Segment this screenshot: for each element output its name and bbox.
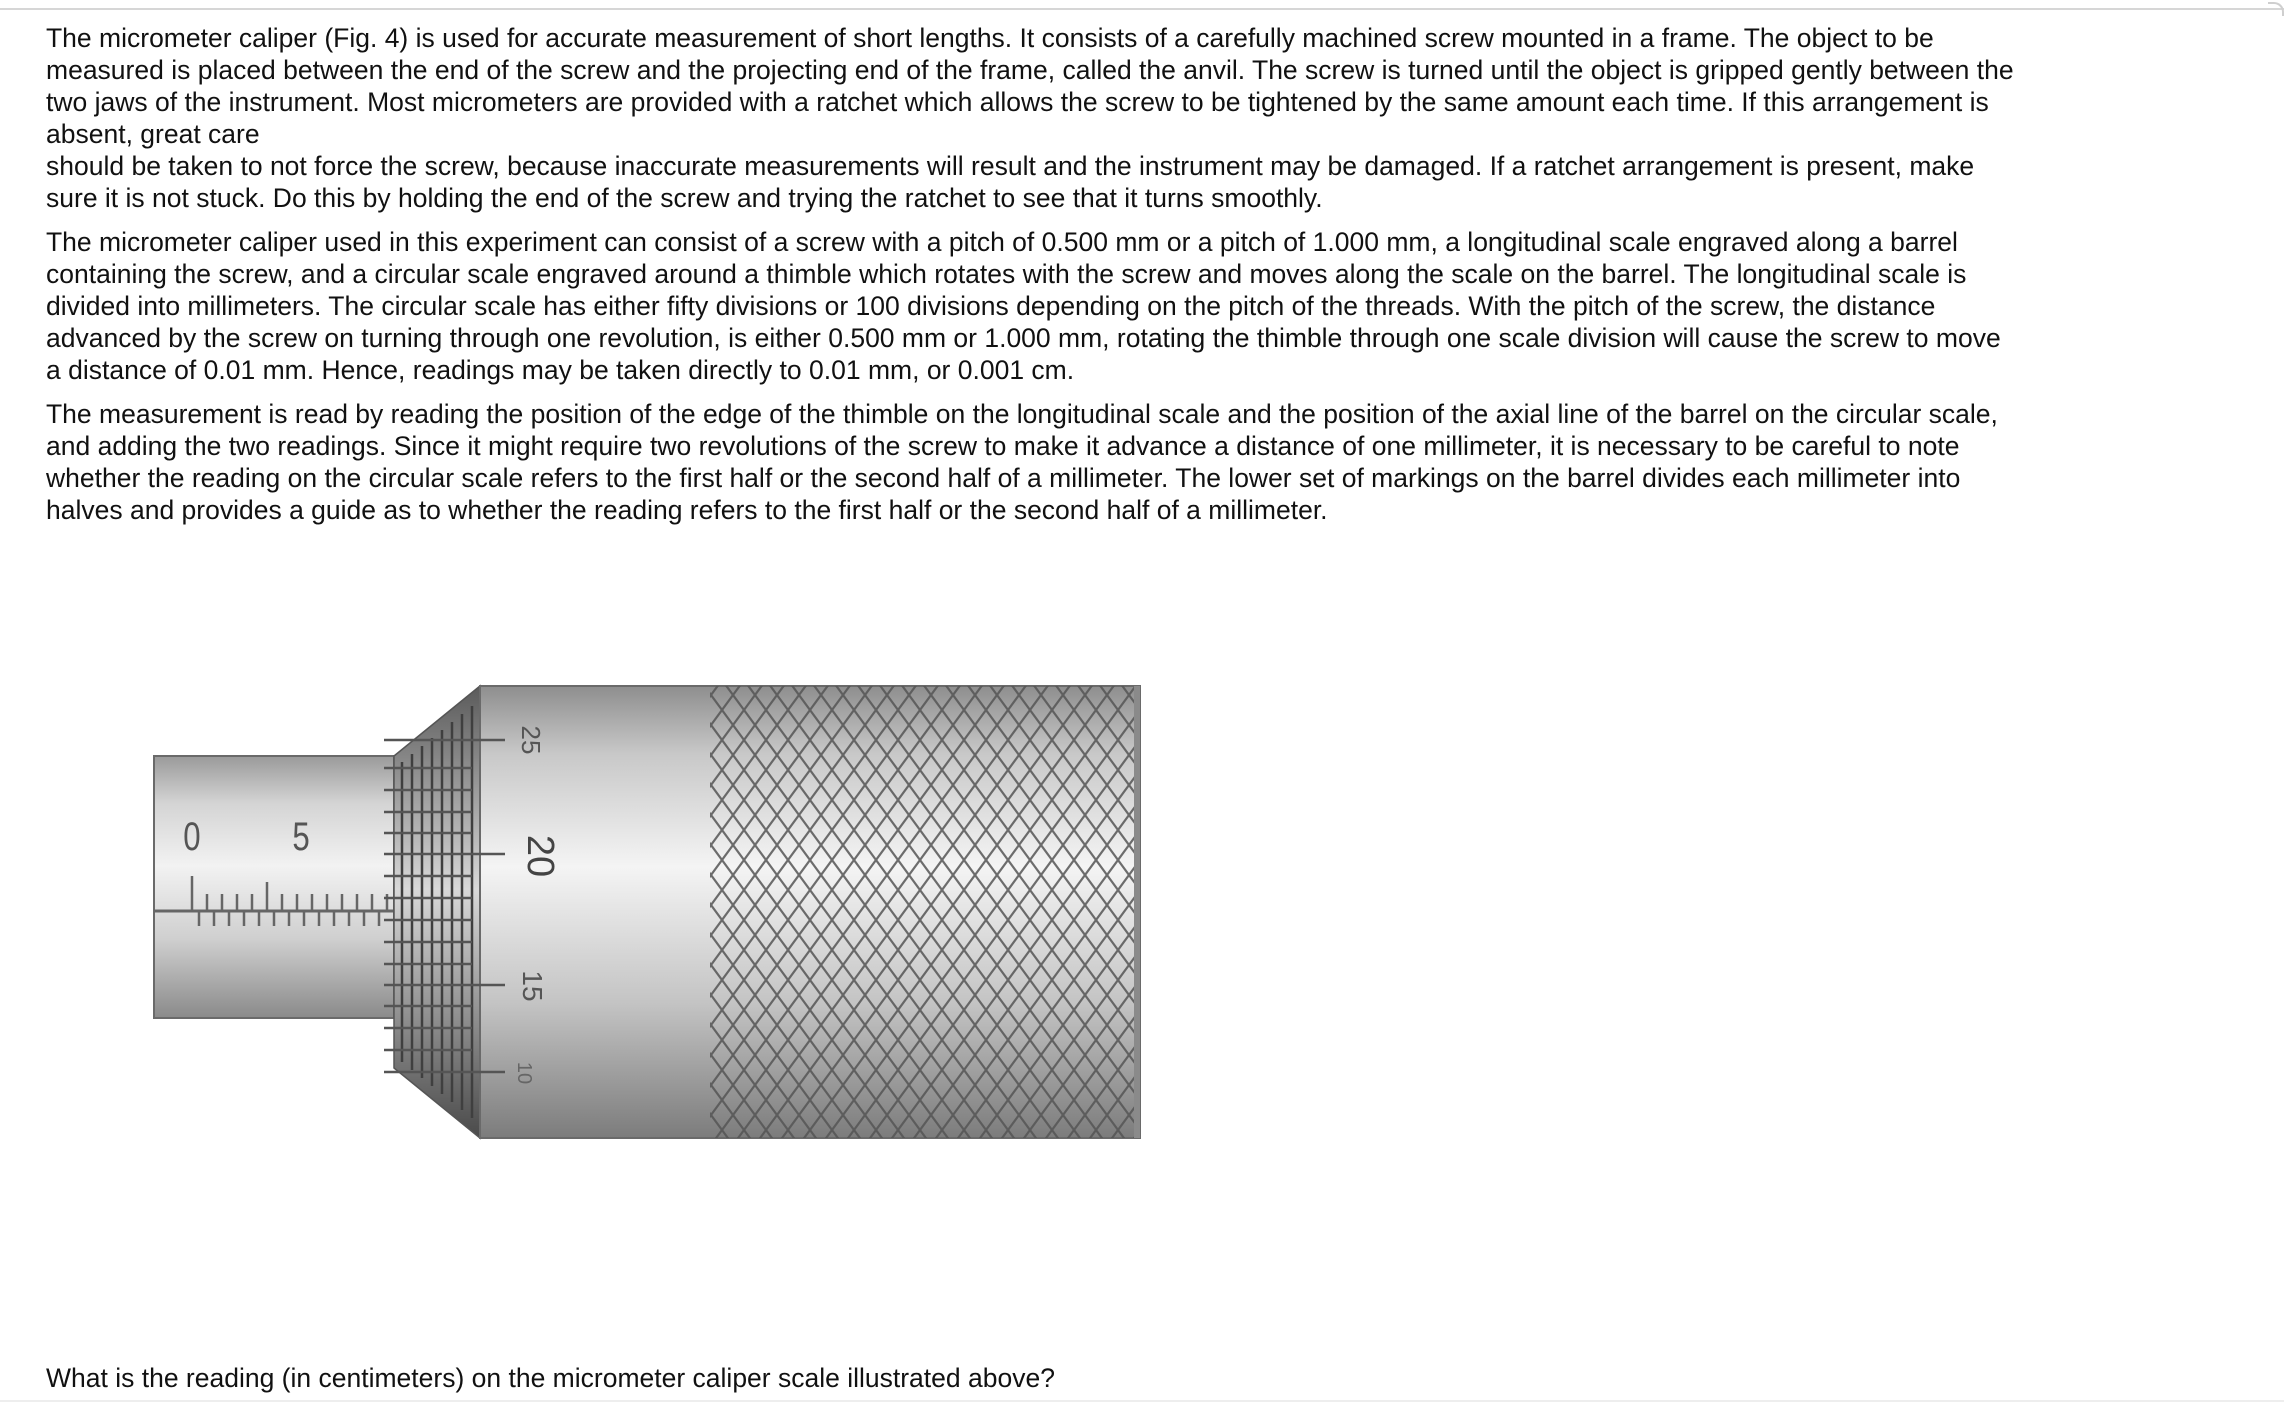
top-divider [0,8,2284,10]
text-line: The measurement is read by reading the position of the edge of the thimble on the longitudinal scale and the position of the axial line of the barrel on the circular scale, [46,399,1998,429]
thimble-end [1134,686,1140,1138]
thimble-label-10: 10 [513,1061,535,1085]
barrel-label-5: 5 [292,814,310,859]
paragraph-3 [46,398,2046,526]
text-line: advanced by the screw on turning through one revolution, is either 0.500 mm or 1.000 mm, rotating the thimble through one scale division will cause the screw to move [46,323,2001,353]
text-line: and adding the two readings. Since it might require two revolutions of the screw to make it advance a distance of one millimeter, it is necessary to be careful to note [46,431,1960,461]
text-line: halves and provides a guide as to whether the reading refers to the first half or the second half of a millimeter. [46,495,1328,525]
micrometer-figure [150,680,1150,1150]
sleeve [154,756,394,1018]
article-body [46,22,2046,538]
text-line: two jaws of the instrument. Most micrometers are provided with a ratchet which allows the screw to be tightened by the same amount each time. If this arrangement is [46,87,1989,117]
question-text: What is the reading (in centimeters) on the micrometer caliper scale illustrated above? [46,1363,1055,1393]
knurled-grip [710,686,1138,1138]
text-line: should be taken to not force the screw, because inaccurate measurements will result and the instrument may be damaged. If a ratchet arrangement is present, make [46,151,1975,181]
text-line: divided into millimeters. The circular scale has either fifty divisions or 100 divisions depending on the pitch of the threads. With the pitch of the screw, the distance [46,291,1936,321]
thimble-label-15: 15 [517,970,548,1002]
corner-decoration [2268,2,2284,16]
text-line: measured is placed between the end of the screw and the projecting end of the frame, called the anvil. The screw is turned until the object is gripped gently between the [46,55,2014,85]
thimble-bevel [394,686,480,1138]
text-line: The micrometer caliper (Fig. 4) is used for accurate measurement of short lengths. It consists of a carefully machined screw mounted in a frame. The object to be [46,23,1934,53]
paragraph-1 [46,22,2046,214]
barrel-label-0: 0 [183,814,201,859]
text-line: absent, great care [46,119,260,149]
text-line: whether the reading on the circular scale refers to the first half or the second half of a millimeter. The lower set of markings on the barrel divides each millimeter into [46,463,1961,493]
paragraph-2 [46,226,2046,386]
text-line: a distance of 0.01 mm. Hence, readings may be taken directly to 0.01 mm, or 0.001 cm. [46,355,1075,385]
thimble-label-25: 25 [516,725,546,755]
thimble-label-20: 20 [519,834,561,878]
text-line: sure it is not stuck. Do this by holding the end of the screw and trying the ratchet to see that it turns smoothly. [46,183,1323,213]
text-line: containing the screw, and a circular scale engraved around a thimble which rotates with the screw and moves along the scale on the barrel. The longitudinal scale is [46,259,1967,289]
micrometer-illustration [150,680,1150,1150]
text-line: The micrometer caliper used in this experiment can consist of a screw with a pitch of 0.500 mm or a pitch of 1.000 mm, a longitudinal scale engraved along a barrel [46,227,1958,257]
